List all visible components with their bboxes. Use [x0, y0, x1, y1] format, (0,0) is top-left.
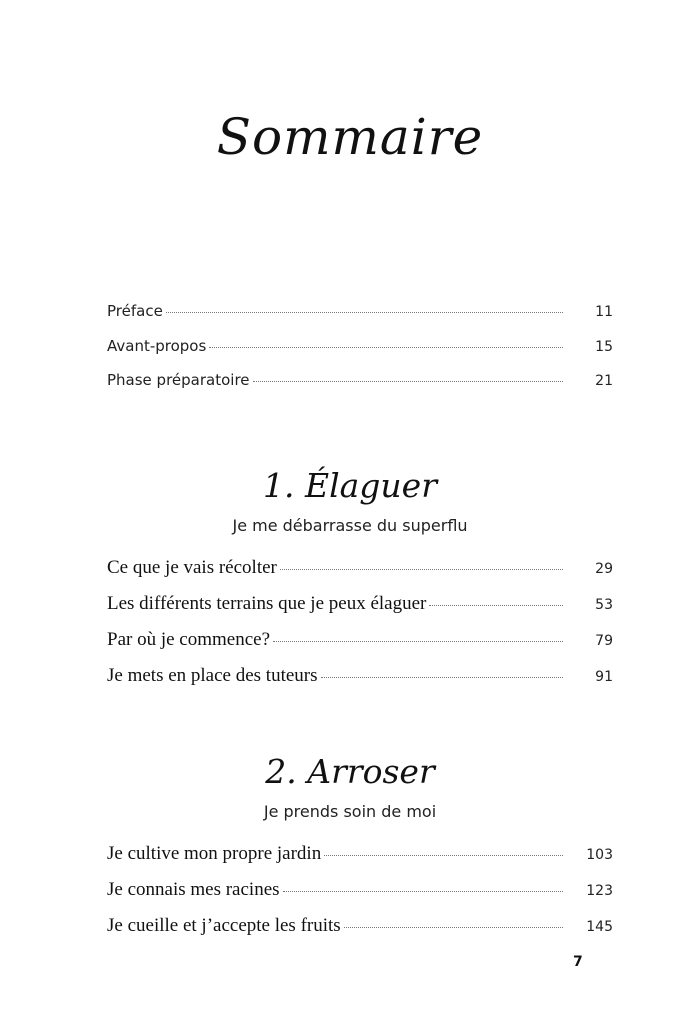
- toc-entry-label: Phase préparatoire: [107, 371, 250, 389]
- section-title-arroser: 2. Arroser: [265, 752, 435, 791]
- toc-entry-avant-propos[interactable]: [107, 337, 613, 355]
- dot-leader: [321, 676, 563, 678]
- toc-entry[interactable]: [107, 593, 613, 615]
- toc-entry[interactable]: [107, 915, 613, 937]
- dot-leader: [324, 854, 563, 856]
- toc-entry[interactable]: [107, 557, 613, 579]
- toc-entry-label: Je mets en place des tuteurs: [107, 665, 318, 686]
- section-subtitle-elaguer: Je me débarrasse du superflu: [232, 516, 468, 535]
- toc-entry-page: 103: [586, 847, 613, 863]
- toc-entry[interactable]: [107, 843, 613, 865]
- toc-entry-page: 11: [595, 304, 613, 320]
- toc-entry-page: 21: [595, 373, 613, 389]
- dot-leader: [209, 346, 563, 348]
- toc-entry-label: Je cultive mon propre jardin: [107, 843, 322, 864]
- toc-entry-label: Je cueille et j’accepte les fruits: [107, 915, 341, 936]
- toc-entry-label: Préface: [107, 302, 163, 320]
- toc-entry-page: 79: [595, 633, 613, 649]
- toc-entry-phase-preparatoire[interactable]: [107, 371, 613, 389]
- toc-entry-page: 145: [586, 919, 613, 935]
- toc-entry-page: 53: [595, 597, 613, 613]
- toc-entry[interactable]: [107, 665, 613, 687]
- page-number: 7: [573, 954, 583, 970]
- dot-leader: [283, 890, 563, 892]
- page-title: Sommaire: [216, 108, 484, 166]
- toc-entry-label: Avant-propos: [107, 337, 207, 355]
- dot-leader: [253, 380, 563, 382]
- toc-entry[interactable]: [107, 629, 613, 651]
- toc-entry-label: Par où je commence?: [107, 629, 271, 650]
- section-subtitle-arroser: Je prends soin de moi: [263, 802, 437, 821]
- dot-leader: [166, 311, 563, 313]
- dot-leader: [429, 604, 563, 606]
- dot-leader: [280, 568, 563, 570]
- dot-leader: [344, 926, 563, 928]
- toc-entry-page: 123: [586, 883, 613, 899]
- toc-entry-label: Ce que je vais récolter: [107, 557, 277, 578]
- toc-entry-page: 15: [595, 339, 613, 355]
- section-title-elaguer: 1. Élaguer: [263, 466, 437, 505]
- toc-entry-label: Je connais mes racines: [107, 879, 280, 900]
- dot-leader: [273, 640, 563, 642]
- toc-entry-page: 91: [595, 669, 613, 685]
- toc-entry-preface[interactable]: [107, 302, 613, 320]
- toc-entry[interactable]: [107, 879, 613, 901]
- toc-entry-label: Les différents terrains que je peux élaguer: [107, 593, 427, 614]
- toc-entry-page: 29: [595, 561, 613, 577]
